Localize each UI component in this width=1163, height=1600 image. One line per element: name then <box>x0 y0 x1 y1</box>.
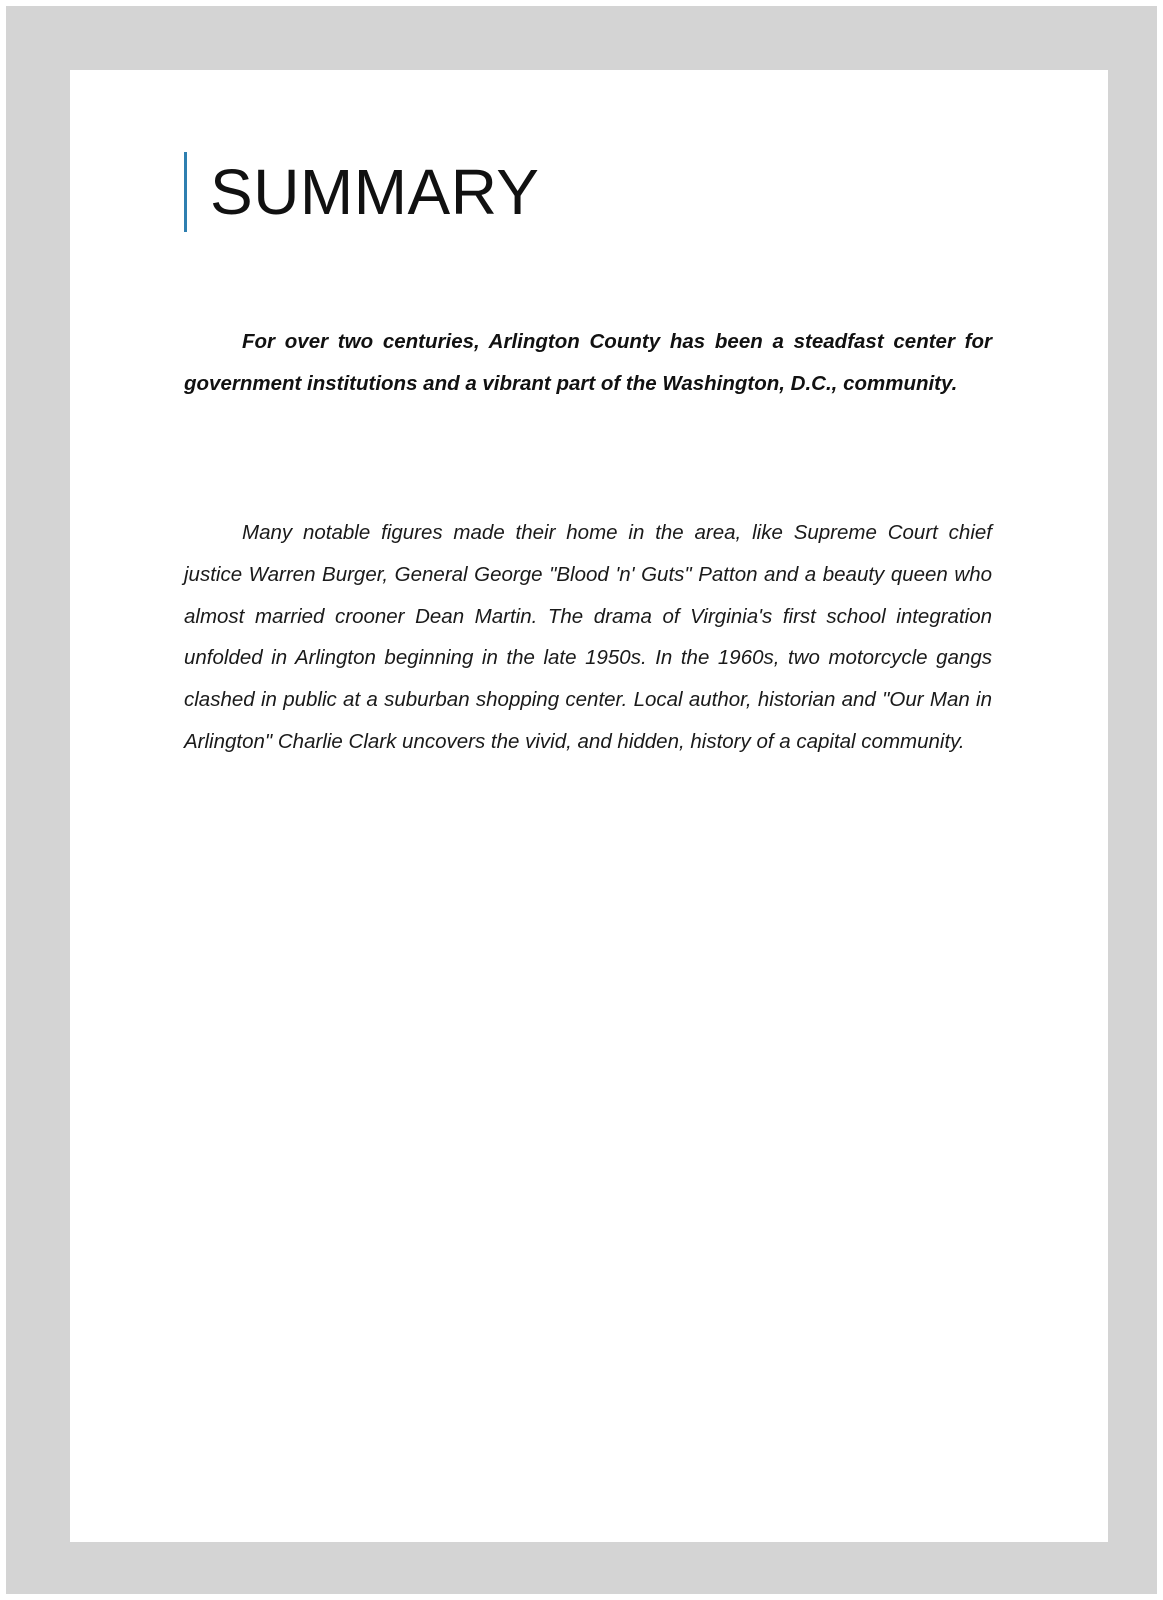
page-title: SUMMARY <box>210 156 540 228</box>
document-page <box>70 70 1108 1542</box>
body-paragraph: Many notable figures made their home in the area, like Supreme Court chief justice Warren Burger, General George "Blood 'n' Guts" Patton and a beauty queen who almost married crooner Dean Martin. The drama of Virginia's first school integration unfolded in Arlington beginning in the late 1950s. In the 1960s, two motorcycle gangs clashed in public at a suburban shopping center. Local author, historian and "Our Man in Arlington" Charlie Clark uncovers the vivid, and hidden, history of a capital community. <box>184 521 992 753</box>
page-frame <box>6 6 1157 1594</box>
heading-accent-bar <box>184 152 187 232</box>
lead-paragraph: For over two centuries, Arlington County has been a steadfast center for government institutions and a vibrant part of the Washington, D.C., community. <box>184 330 992 395</box>
